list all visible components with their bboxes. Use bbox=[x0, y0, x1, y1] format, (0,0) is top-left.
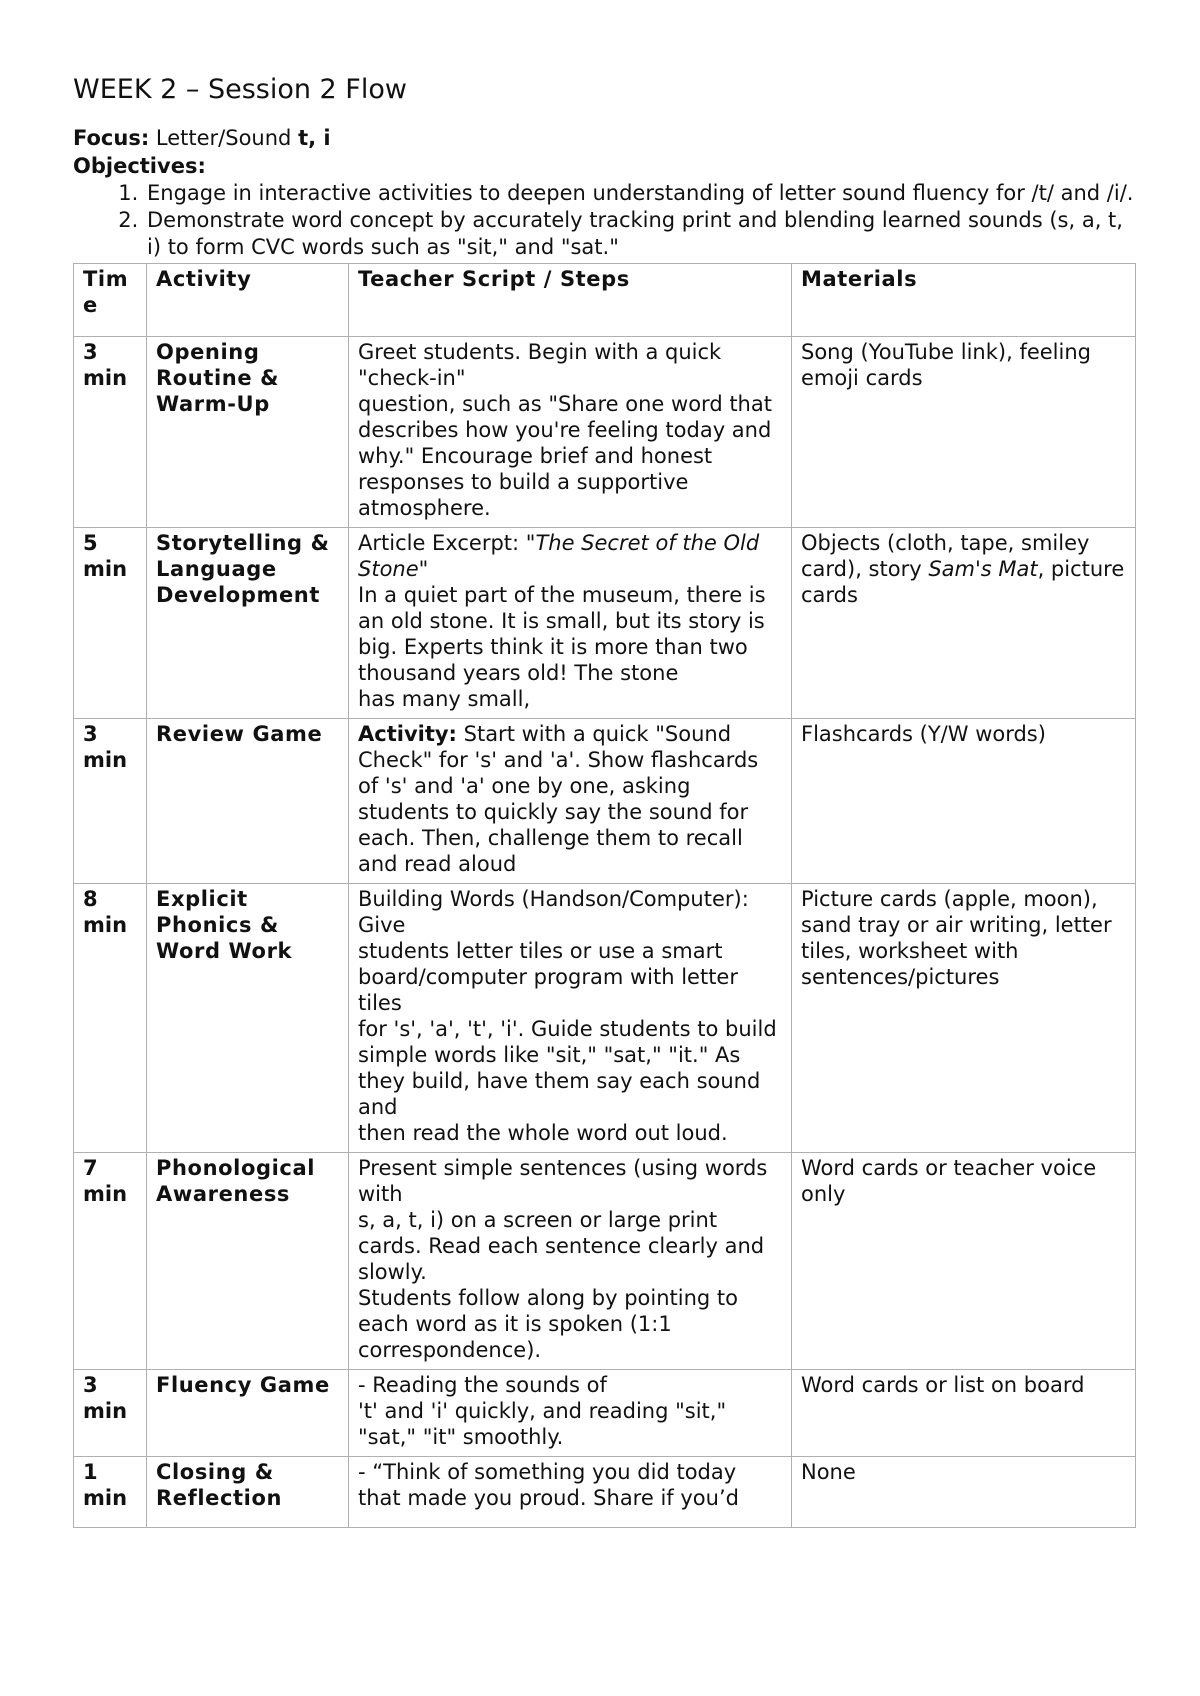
script-cell bbox=[349, 884, 792, 1153]
objective-item: 2. Demonstrate word concept by accurately tracking print and blending learned sounds (s, a, t, i) to form CVC words such as "sit," and "sat." bbox=[145, 207, 1135, 261]
activity-label: Activity: bbox=[358, 722, 457, 746]
script-cell bbox=[349, 1457, 792, 1528]
table-row bbox=[74, 1457, 1136, 1528]
header-activity: Activity bbox=[147, 264, 349, 337]
activity-cell: Review Game bbox=[147, 719, 349, 884]
script-line bbox=[358, 721, 782, 825]
time-cell: 3 min bbox=[74, 719, 147, 884]
materials-cell: Flashcards (Y/W words) bbox=[792, 719, 1136, 884]
materials-cell: Word cards or list on board bbox=[792, 1370, 1136, 1457]
activity-cell: Storytelling & Language Development bbox=[147, 528, 349, 719]
script-line: then read the whole word out loud. bbox=[358, 1121, 728, 1145]
script-cell bbox=[349, 528, 792, 719]
focus-line bbox=[73, 124, 1135, 152]
script-line: Building Words (Handson/Computer): Give bbox=[358, 887, 749, 937]
article-title-line bbox=[358, 530, 782, 556]
materials-cell: None bbox=[792, 1457, 1136, 1528]
script-line: has many small, bbox=[358, 687, 531, 711]
script-line: each. Then, challenge them to recall and read aloud bbox=[358, 826, 743, 876]
materials-cell: Picture cards (apple, moon), sand tray or air writing, letter tiles, worksheet with sentences/pictures bbox=[792, 884, 1136, 1153]
objective-item: 1. Engage in interactive activities to deepen understanding of letter sound fluency for /t/ and /i/. bbox=[145, 180, 1135, 207]
table-row bbox=[74, 719, 1136, 884]
focus-text: Letter/Sound bbox=[155, 126, 299, 150]
script-cell bbox=[349, 1153, 792, 1370]
script-line: - “Think of something you did today that made you proud. Share if you’d bbox=[358, 1460, 739, 1510]
script-line: - Reading the sounds of bbox=[358, 1373, 607, 1397]
header-materials: Materials bbox=[792, 264, 1136, 337]
time-cell: 3 min bbox=[74, 337, 147, 528]
time-cell: 1 min bbox=[74, 1457, 147, 1528]
script-line: 't' and 'i' quickly, and reading "sit," "sat," "it" smoothly. bbox=[358, 1399, 727, 1449]
table-row bbox=[74, 337, 1136, 528]
objectives-list bbox=[73, 180, 1135, 261]
objectives-label: Objectives: bbox=[73, 154, 206, 178]
table-row bbox=[74, 1370, 1136, 1457]
activity-cell: Opening Routine & Warm-Up bbox=[147, 337, 349, 528]
article-suffix: " bbox=[418, 557, 429, 581]
activity-cell: Explicit Phonics & Word Work bbox=[147, 884, 349, 1153]
article-title-line bbox=[358, 556, 782, 582]
table-row bbox=[74, 884, 1136, 1153]
script-line: s, a, t, i) on a screen or large print cards. Read each sentence clearly and slowly. bbox=[358, 1208, 765, 1284]
script-line: why." Encourage brief and honest responses to build a supportive atmosphere. bbox=[358, 444, 713, 520]
header-script: Teacher Script / Steps bbox=[349, 264, 792, 337]
time-cell: 7 min bbox=[74, 1153, 147, 1370]
materials-cell: Song (YouTube link), feeling emoji cards bbox=[792, 337, 1136, 528]
materials-text: , picture cards bbox=[801, 557, 1125, 607]
focus-letters: t, i bbox=[298, 126, 331, 150]
script-line: for 's', 'a', 't', 'i'. Guide students to build simple words like "sit," "sat," "it." As they build, have them say each sound and bbox=[358, 1017, 777, 1119]
script-line: Students follow along by pointing to each word as it is spoken (1:1 correspondence). bbox=[358, 1286, 738, 1362]
time-cell: 3 min bbox=[74, 1370, 147, 1457]
script-cell bbox=[349, 719, 792, 884]
activity-cell: Phonological Awareness bbox=[147, 1153, 349, 1370]
script-cell bbox=[349, 1370, 792, 1457]
script-line: Present simple sentences (using words with bbox=[358, 1156, 768, 1206]
script-text: Start with a quick "Sound Check" for 's' and 'a'. Show flashcards of 's' and 'a' one by one, asking students to quickly say the sound for bbox=[358, 722, 759, 824]
script-line: In a quiet part of the museum, there is an old stone. It is small, but its story is big. Experts think it is more than two thousand years old! The stone bbox=[358, 583, 766, 685]
activity-cell: Fluency Game bbox=[147, 1370, 349, 1457]
session-flow-table bbox=[73, 263, 1136, 1528]
table-header-row bbox=[74, 264, 1136, 337]
article-title: The Secret of the Old bbox=[535, 531, 760, 555]
article-title: Stone bbox=[358, 557, 419, 581]
script-line: question, such as "Share one word that describes how you're feeling today and bbox=[358, 392, 772, 442]
article-prefix: Article Excerpt: " bbox=[358, 531, 536, 555]
document-page bbox=[73, 70, 1135, 1528]
time-cell: 8 min bbox=[74, 884, 147, 1153]
table-row bbox=[74, 1153, 1136, 1370]
table-row bbox=[74, 528, 1136, 719]
header-time: Tim e bbox=[74, 264, 147, 337]
script-cell bbox=[349, 337, 792, 528]
script-line: Greet students. Begin with a quick "check-in" bbox=[358, 340, 722, 390]
story-title: Sam's Mat bbox=[928, 557, 1038, 581]
materials-text: Objects (cloth, tape, smiley card), story bbox=[801, 531, 1090, 581]
focus-label: Focus: bbox=[73, 126, 150, 150]
script-line: students letter tiles or use a smart board/computer program with letter tiles bbox=[358, 939, 738, 1015]
materials-cell bbox=[792, 528, 1136, 719]
materials-cell: Word cards or teacher voice only bbox=[792, 1153, 1136, 1370]
time-cell: 5 min bbox=[74, 528, 147, 719]
page-title: WEEK 2 – Session 2 Flow bbox=[73, 74, 407, 105]
activity-cell: Closing & Reflection bbox=[147, 1457, 349, 1528]
